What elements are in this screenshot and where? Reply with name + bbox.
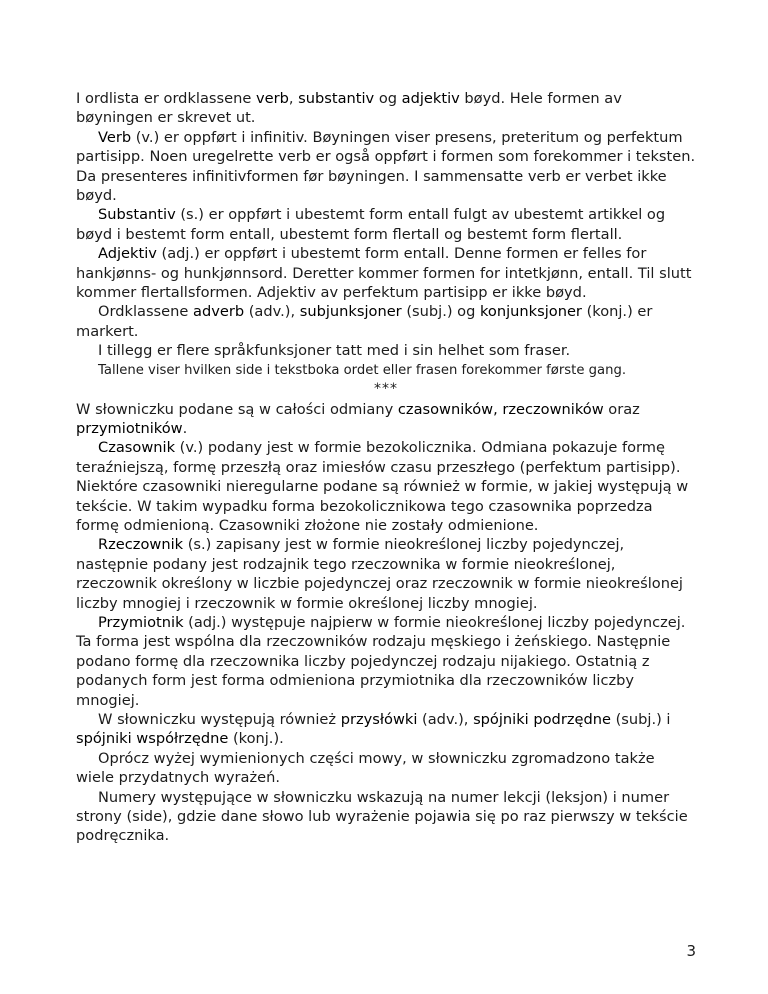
text: (subj.) i (610, 711, 671, 728)
text: W słowniczku występują również (98, 711, 341, 728)
text: , (288, 90, 299, 107)
text: (s.) er oppført i ubestemt form entall fulgt av ubestemt artikkel og bøyd i bestemt form entall, ubestemt form flertall og bestemt form flertall. (76, 206, 666, 243)
no-verb-paragraph (76, 128, 696, 206)
text: og (374, 90, 402, 107)
pl-przyslowki-paragraph (76, 710, 696, 749)
no-ordklasser-paragraph (76, 302, 696, 341)
term: konjunksjoner (480, 303, 582, 321)
term: adverb (193, 303, 245, 321)
text: bøyd. Hele formen av bøyningen er skrevet ut. (76, 90, 622, 127)
text: (v.) er oppført i infinitiv. Bøyningen viser presens, preteritum og perfektum partisipp. Noen uregelrette verb er også oppført i formen som forekommer i teksten. Da presenteres infinitivformen før bøyningen. I sammensatte verb er verbet ikke bøyd. (76, 128, 696, 205)
text: (adv.), (417, 711, 474, 728)
term: Rzeczownik (98, 536, 184, 554)
page-number: 3 (686, 942, 696, 960)
term: Czasownik (98, 439, 176, 457)
text: Numery występujące w słowniczku wskazują na numer lekcji (leksjon) i numer strony (side), gdzie dane słowo lub wyrażenie pojawia się po raz pierwszy w tekście podręcznika. (76, 788, 688, 845)
text: I tillegg er flere språkfunksjoner tatt med i sin helhet som fraser. (98, 342, 571, 360)
text: . (182, 419, 188, 437)
term: subjunksjoner (299, 303, 402, 321)
pl-intro-paragraph (76, 400, 696, 439)
term: adjektiv (401, 90, 460, 107)
term: Substantiv (98, 206, 176, 224)
no-tall-paragraph (76, 361, 696, 380)
term: Verb (98, 128, 132, 146)
text: (konj.) er markert. (76, 303, 653, 340)
pl-przymiotnik-paragraph (76, 613, 696, 710)
term: substantiv (298, 90, 375, 107)
term: przysłówki (340, 711, 418, 728)
no-fraser-paragraph (76, 341, 696, 360)
term: Przymiotnik (98, 613, 184, 631)
no-adjektiv-paragraph (76, 244, 696, 302)
no-intro-paragraph (76, 89, 696, 128)
text: (subj.) og (401, 303, 480, 321)
text: Ordklassene (98, 303, 193, 321)
term: Adjektiv (98, 245, 157, 263)
term: spójniki współrzędne (76, 730, 229, 748)
page-content (76, 89, 696, 846)
text: Oprócz wyżej wymienionych części mowy, w słowniczku zgromadzono także wiele przydatnych wyrażeń. (76, 749, 655, 787)
pl-czasownik-paragraph (76, 438, 696, 535)
text: (v.) podany jest w formie bezokolicznika. Odmiana pokazuje formę teraźniejszą, formę przeszłą oraz imiesłów czasu przeszłego (perfektum partisipp). Niektóre czasowniki nieregularne podane są również w formie, w jakiej występują w tekście. W takim wypadku forma bezokolicznikowa tego czasownika poprzedza formę odmienioną. Czasowniki złożone nie zostały odmienione. (76, 439, 689, 534)
text: (konj.). (228, 730, 284, 748)
text: (adj.) występuje najpierw w formie nieokreślonej liczby pojedynczej. Ta forma jest wspólna dla rzeczowników rodzaju męskiego i żeńskiego. Następnie podano formę dla rzeczownika liczby pojedynczej rodzaju nijakiego. Ostatnią z podanych form jest forma odmieniona przymiotnika dla rzeczowników liczby mnogiej. (76, 613, 686, 709)
text: (adj.) er oppført i ubestemt form entall. Denne formen er felles for hankjønns- og hunkjønnsord. Deretter kommer formen for intetkjønn, entall. Til slutt kommer flertallsformen. Adjektiv av perfektum partisipp er ikke bøyd. (76, 245, 692, 302)
term: spójniki podrzędne (473, 711, 611, 728)
section-separator: *** (374, 381, 398, 398)
no-substantiv-paragraph (76, 205, 696, 244)
text: (adv.), (244, 303, 300, 321)
text: I ordlista er ordklassene (76, 90, 256, 107)
pl-rzeczownik-paragraph (76, 535, 696, 613)
term: przymiotników (76, 419, 183, 437)
text: oraz (603, 400, 640, 418)
text: Tallene viser hvilken side i tekstboka ordet eller frasen forekommer første gang. (98, 362, 627, 378)
term: verb (255, 90, 289, 107)
pl-wyrazenia-paragraph (76, 749, 696, 788)
pl-numery-paragraph (76, 788, 696, 846)
text: (s.) zapisany jest w formie nieokreślonej liczby pojedynczej, następnie podany jest rodzajnik tego rzeczownika w formie nieokreślonej, rzeczownik określony w liczbie pojedynczej oraz rzeczownik w formie nieokreślonej liczby mnogiej i rzeczownik w formie określonej liczby mnogiej. (76, 536, 683, 612)
text: W słowniczku podane są w całości odmiany (76, 400, 398, 418)
term: czasowników, rzeczowników (397, 400, 604, 418)
